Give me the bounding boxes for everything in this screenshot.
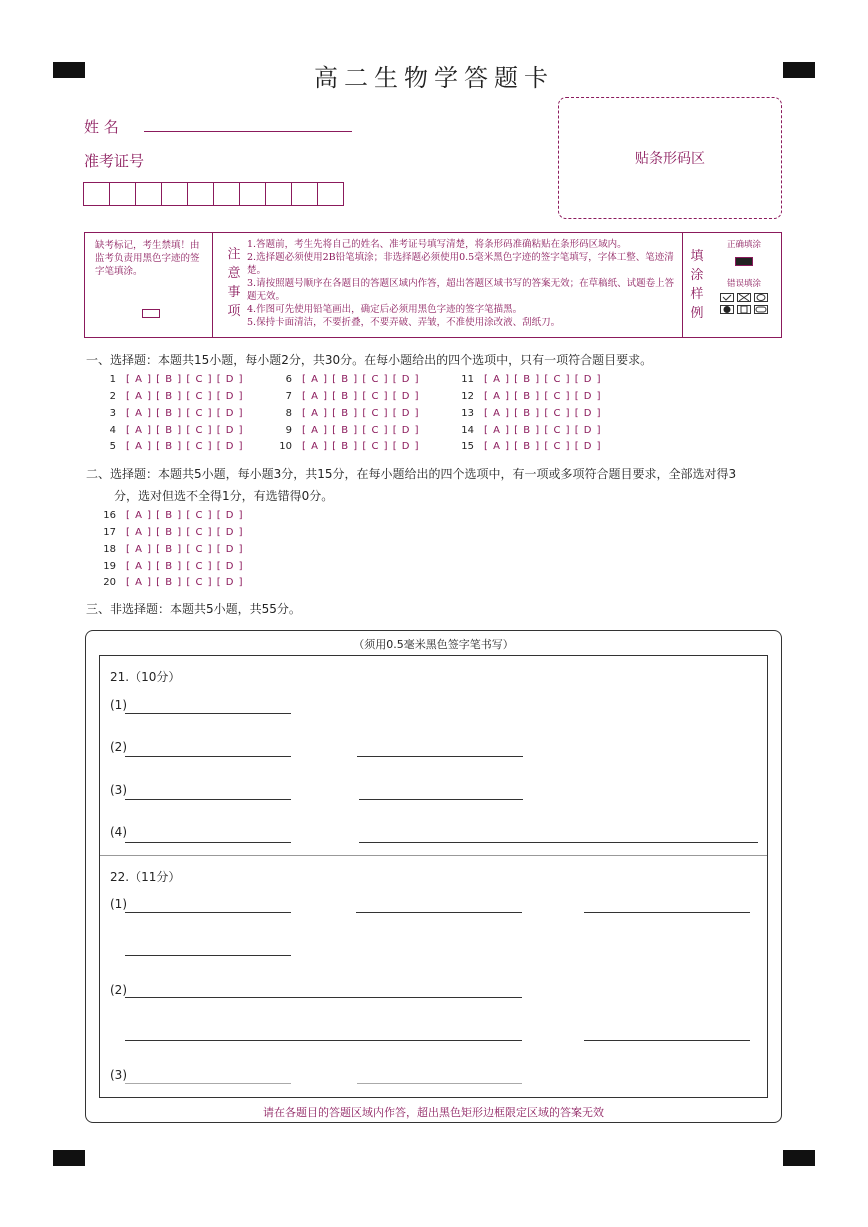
absent-text: 缺考标记，考生禁填！由监考负责用黑色字迹的签字笔填涂。: [95, 240, 200, 277]
dot-mark-icon: [720, 305, 734, 314]
corner-mark-bottom-right: [783, 1150, 815, 1166]
notice-item: 1.答题前，考生先将自己的姓名、准考证号填写清楚，将条形码准确粘贴在条形码区域内。: [247, 239, 627, 250]
oval-mark-icon: [754, 305, 768, 314]
id-digit-cell[interactable]: [109, 182, 136, 206]
mc-row[interactable]: 2 [ A ] [ B ] [ C ] [ D ]: [109, 391, 244, 402]
answer-line[interactable]: [125, 1040, 522, 1041]
absent-mark-box[interactable]: [142, 309, 160, 318]
notice-item: 4.作图可先使用铅笔画出，确定后必须用黑色字迹的签字笔描黑。: [247, 304, 523, 315]
mc-row[interactable]: 8 [ A ] [ B ] [ C ] [ D ]: [285, 408, 420, 419]
mc-row[interactable]: 12 [ A ] [ B ] [ C ] [ D ]: [461, 391, 602, 402]
id-digit-cell[interactable]: [161, 182, 188, 206]
corner-mark-bottom-left: [53, 1150, 85, 1166]
q21-part1-label: (1): [110, 698, 127, 712]
answer-line[interactable]: [584, 1040, 750, 1041]
mc-row[interactable]: 6 [ A ] [ B ] [ C ] [ D ]: [285, 374, 420, 385]
mc-row[interactable]: 5 [ A ] [ B ] [ C ] [ D ]: [109, 441, 244, 452]
mc-row[interactable]: 11 [ A ] [ B ] [ C ] [ D ]: [461, 374, 602, 385]
q21-part4-label: (4): [110, 825, 127, 839]
section-2-heading: 二、选择题：本题共5小题，每小题3分，共15分，在每小题给出的四个选项中，有一项或多项符合题目要求，全部选对得3: [86, 467, 737, 481]
id-digit-cell[interactable]: [213, 182, 240, 206]
answer-line[interactable]: [356, 912, 522, 913]
barcode-area: [558, 97, 782, 219]
answer-line[interactable]: [359, 799, 523, 800]
q22-part3-label: (3): [110, 1068, 127, 1082]
answer-line[interactable]: [125, 1083, 291, 1084]
answer-line[interactable]: [357, 1083, 522, 1084]
section-1-heading: 一、选择题：本题共15小题，每小题2分，共30分。在每小题给出的四个选项中，只有一项符合题目要求。: [86, 353, 653, 367]
pen-note: （须用0.5毫米黑色签字笔书写）: [353, 638, 514, 651]
correct-fill-label: 正确填涂: [726, 240, 761, 250]
answer-line[interactable]: [125, 799, 291, 800]
answer-line[interactable]: [125, 997, 522, 998]
mc-row[interactable]: 10 [ A ] [ B ] [ C ] [ D ]: [279, 441, 420, 452]
mc-row[interactable]: 4 [ A ] [ B ] [ C ] [ D ]: [109, 425, 244, 436]
wrong-fill-icons-row2: [709, 305, 779, 314]
fill-examples: [709, 239, 779, 314]
mc-row[interactable]: 14 [ A ] [ B ] [ C ] [ D ]: [461, 425, 602, 436]
fill-example-heading: 填 涂 样 例: [690, 249, 704, 321]
mc-row[interactable]: 16 [ A ] [ B ] [ C ] [ D ]: [103, 510, 244, 521]
notice-item: 2.选择题必须使用2B铅笔填涂；非选择题必须使用0.5毫米黑色字迹的签字笔填写，字体工整、笔迹清楚。: [247, 252, 674, 276]
notice-panel: [84, 232, 782, 338]
id-digit-cell[interactable]: [239, 182, 266, 206]
section-2-heading-cont: 分，选对但选不全得1分，有选错得0分。: [114, 489, 334, 503]
answer-line[interactable]: [125, 756, 291, 757]
name-field[interactable]: [144, 118, 352, 132]
mc-row[interactable]: 7 [ A ] [ B ] [ C ] [ D ]: [285, 391, 420, 402]
id-digit-cell[interactable]: [265, 182, 292, 206]
q21-part2-label: (2): [110, 740, 127, 754]
correct-fill-icon: [735, 257, 753, 266]
id-digit-cell[interactable]: [187, 182, 214, 206]
answer-line[interactable]: [357, 756, 523, 757]
page-title: 高二生物学答题卡: [314, 64, 554, 92]
exam-id-label: 准考证号: [84, 152, 145, 170]
barcode-label: 贴条形码区: [635, 151, 705, 167]
answer-area-footer: 请在各题目的答题区域内作答，超出黑色矩形边框限定区域的答案无效: [263, 1106, 604, 1119]
answer-line[interactable]: [125, 912, 291, 913]
answer-line[interactable]: [125, 955, 291, 956]
q22-part2-label: (2): [110, 983, 127, 997]
mc-row[interactable]: 1 [ A ] [ B ] [ C ] [ D ]: [109, 374, 244, 385]
circle-mark-icon: [754, 293, 768, 302]
name-label: 姓 名: [84, 118, 119, 136]
q21-title: 21.（10分）: [110, 670, 181, 684]
q21-part3-label: (3): [110, 783, 127, 797]
mc-row[interactable]: 13 [ A ] [ B ] [ C ] [ D ]: [461, 408, 602, 419]
mc-row[interactable]: 3 [ A ] [ B ] [ C ] [ D ]: [109, 408, 244, 419]
notice-item: 3.请按照题号顺序在各题目的答题区域内作答，超出答题区域书写的答案无效；在草稿纸、试题卷上答题无效。: [247, 278, 675, 302]
answer-box: [99, 655, 768, 1098]
mc-row[interactable]: 15 [ A ] [ B ] [ C ] [ D ]: [461, 441, 602, 452]
q22-part1-label: (1): [110, 897, 127, 911]
mc-row[interactable]: 9 [ A ] [ B ] [ C ] [ D ]: [285, 425, 420, 436]
notice-items: [247, 238, 679, 329]
mc-row[interactable]: 18 [ A ] [ B ] [ C ] [ D ]: [103, 544, 244, 555]
mc-row[interactable]: 17 [ A ] [ B ] [ C ] [ D ]: [103, 527, 244, 538]
partial-fill-icon: [737, 305, 751, 314]
wrong-fill-icons: [709, 293, 779, 302]
id-digit-cell[interactable]: [83, 182, 110, 206]
notice-item: 5.保持卡面清洁，不要折叠，不要弄破、弄皱，不准使用涂改液、刮纸刀。: [247, 317, 561, 328]
exam-id-grid: [84, 182, 344, 206]
answer-line[interactable]: [125, 713, 291, 714]
id-digit-cell[interactable]: [317, 182, 344, 206]
answer-line[interactable]: [359, 842, 758, 843]
question-divider: [100, 855, 767, 856]
id-digit-cell[interactable]: [135, 182, 162, 206]
check-mark-icon: [720, 293, 734, 302]
answer-line[interactable]: [584, 912, 750, 913]
cross-mark-icon: [737, 293, 751, 302]
answer-line[interactable]: [125, 842, 291, 843]
id-digit-cell[interactable]: [291, 182, 318, 206]
wrong-fill-label: 错误填涂: [726, 279, 761, 289]
mc-row[interactable]: 20 [ A ] [ B ] [ C ] [ D ]: [103, 577, 244, 588]
q22-title: 22.（11分）: [110, 870, 181, 884]
section-3-heading: 三、非选择题：本题共5小题，共55分。: [86, 602, 301, 616]
absent-box: [85, 233, 213, 337]
notice-heading: 注 意 事 项: [227, 247, 241, 319]
mc-row[interactable]: 19 [ A ] [ B ] [ C ] [ D ]: [103, 561, 244, 572]
